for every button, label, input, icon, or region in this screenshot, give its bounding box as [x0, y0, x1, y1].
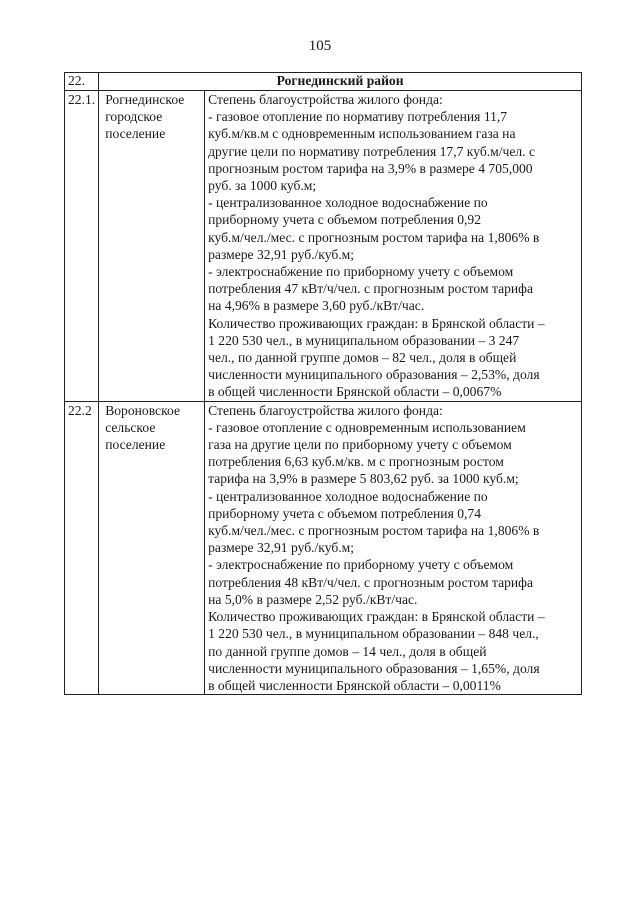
settlement-name-line: Вороновское [105, 402, 180, 418]
tariff-table [64, 72, 582, 695]
row-number-cell: 22.1. [65, 91, 99, 402]
description-line: - газовое отопление с одновременным использованием [208, 419, 526, 435]
settlement-name-line: поселение [105, 126, 166, 142]
description-line: - электроснабжение по приборному учету с объемом [208, 264, 514, 280]
description-line: Количество проживающих граждан: в Брянской области – [208, 609, 545, 625]
row-number-cell: 22.2 [65, 401, 99, 694]
description-line: куб.м/чел./мес. с прогнозным ростом тарифа на 1,806% в [208, 523, 540, 539]
description-line: размере 32,91 руб./куб.м; [208, 246, 355, 262]
description-line: 1 220 530 чел., в муниципальном образовании – 3 247 [208, 332, 520, 348]
description-line: чел., по данной группе домов – 82 чел., доля в общей [208, 350, 517, 366]
description-line: приборному учета с объемом потребления 0,92 [208, 212, 482, 228]
description-line: по данной группе домов – 14 чел., доля в общей [208, 643, 487, 659]
description-cell [205, 91, 582, 402]
description-line: другие цели по нормативу потребления 17,7 куб.м/чел. с [208, 143, 535, 159]
description-line: тарифа на 3,9% в размере 5 803,62 руб. за 1000 куб.м; [208, 471, 519, 487]
description-line: потребления 47 кВт/ч/чел. с прогнозным ростом тарифа [208, 281, 534, 297]
district-title: Рогнединский район [99, 73, 582, 91]
description-line: - централизованное холодное водоснабжение по [208, 488, 488, 504]
description-line: руб. за 1000 куб.м; [208, 178, 317, 194]
table-header-row [65, 73, 582, 91]
description-line: Количество проживающих граждан: в Брянской области – [208, 315, 545, 331]
description-line: - газовое отопление по нормативу потребления 11,7 [208, 109, 508, 125]
page-number: 105 [308, 38, 332, 54]
description-line: 1 220 530 чел., в муниципальном образовании – 848 чел., [208, 626, 539, 642]
description-line: на 4,96% в размере 3,60 руб./кВт/час. [208, 298, 425, 314]
description-line: - электроснабжение по приборному учету с объемом [208, 557, 514, 573]
table-row [65, 401, 582, 694]
description-line: в общей численности Брянской области – 0,0011% [208, 677, 501, 693]
description-line: численности муниципального образования – 1,65%, доля [208, 660, 540, 676]
description-line: потребления 6,63 куб.м/кв. м с прогнозным ростом [208, 454, 504, 470]
description-line: приборному учета с объемом потребления 0,74 [208, 505, 482, 521]
description-line: на 5,0% в размере 2,52 руб./кВт/час. [208, 591, 418, 607]
settlement-name-cell [99, 401, 205, 694]
settlement-name-line: сельское [105, 419, 156, 435]
table-row [65, 91, 582, 402]
description-line: - централизованное холодное водоснабжение по [208, 195, 488, 211]
description-line: в общей численности Брянской области – 0,0067% [208, 384, 502, 400]
header-number-cell: 22. [65, 73, 99, 91]
settlement-name-line: Рогнединское [105, 92, 185, 107]
description-line: прогнозным ростом тарифа на 3,9% в размере 4 705,000 [208, 160, 533, 176]
settlement-name-cell [99, 91, 205, 402]
description-line: потребления 48 кВт/ч/чел. с прогнозным ростом тарифа [208, 574, 534, 590]
description-line: Степень благоустройства жилого фонда: [208, 92, 443, 107]
description-cell [205, 401, 582, 694]
description-line: численности муниципального образования – 2,53%, доля [208, 367, 540, 383]
description-line: Степень благоустройства жилого фонда: [208, 402, 443, 418]
description-line: размере 32,91 руб./куб.м; [208, 540, 355, 556]
description-line: куб.м/кв.м с одновременным использованием газа на [208, 126, 516, 142]
description-line: куб.м/чел./мес. с прогнозным ростом тарифа на 1,806% в [208, 229, 540, 245]
settlement-name-line: поселение [105, 437, 166, 453]
settlement-name-line: городское [105, 109, 163, 125]
description-line: газа на другие цели по приборному учету с объемом [208, 437, 512, 453]
